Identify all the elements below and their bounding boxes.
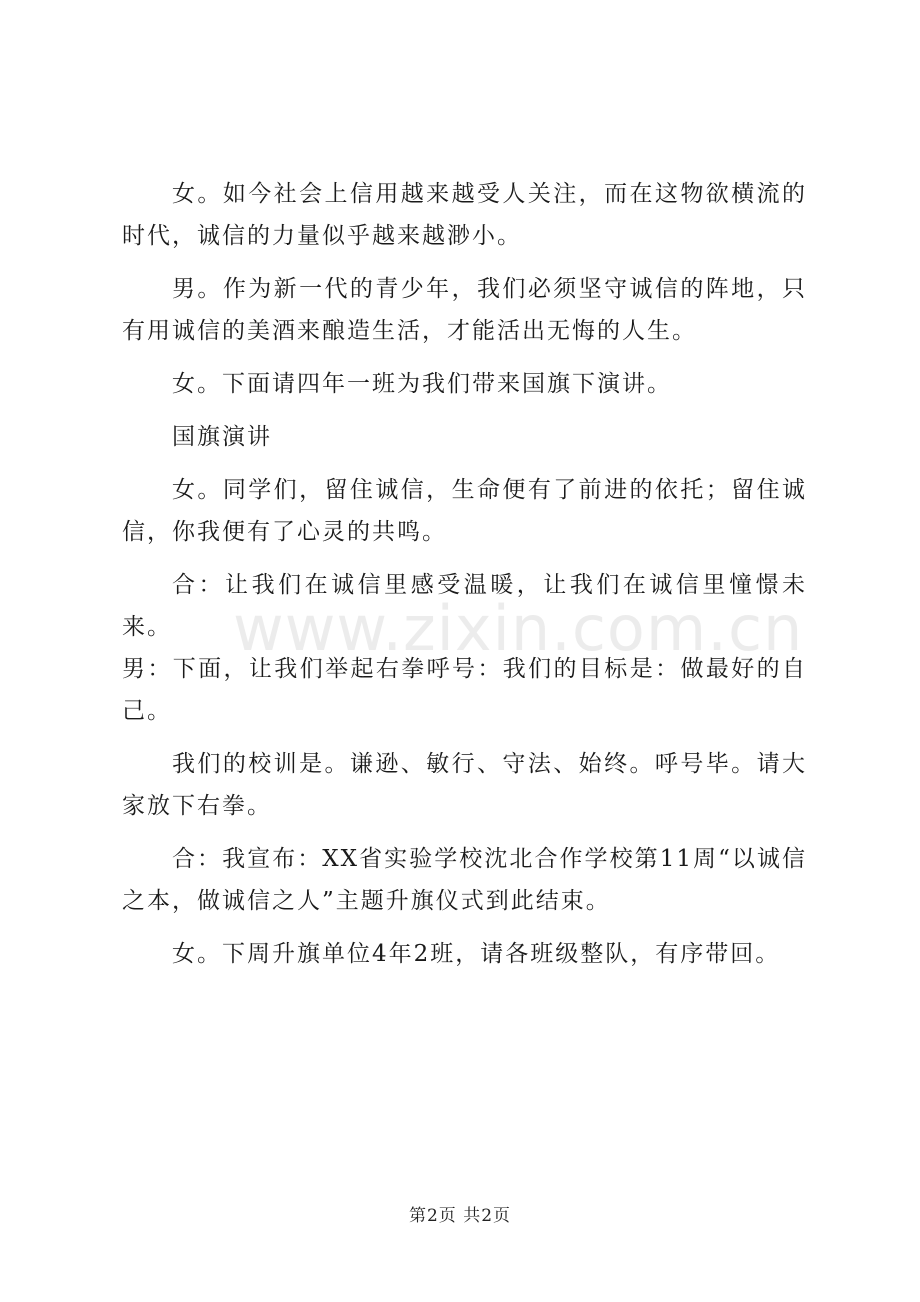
paragraph-together-warmth: 合：让我们在诚信里感受温暖，让我们在诚信里憧憬未来。 — [122, 572, 807, 640]
watermark-text: www.zixin.com.cn — [233, 592, 804, 665]
paragraph-female-closing: 女。下周升旗单位4年2班，请各班级整队，有序带回。 — [172, 941, 781, 967]
paragraph-school-motto: 我们的校训是。谦逊、敏行、守法、始终。呼号毕。请大家放下右拳。 — [122, 751, 807, 819]
paragraph-together-announce: 合：我宣布：XX省实验学校沈北合作学校第11周“以诚信之本，做诚信之人”主题升旗仪式到此结束。 — [122, 846, 807, 914]
paragraph-female-classmates: 女。同学们，留住诚信，生命便有了前进的依托；留住诚信，你我便有了心灵的共鸣。 — [122, 477, 807, 545]
paragraph-female-intro: 女。如今社会上信用越来越受人关注，而在这物欲横流的时代，诚信的力量似乎越来越渺小。 — [122, 181, 807, 249]
paragraph-male-salute: 男：下面，让我们举起右拳呼号：我们的目标是：做最好的自己。 — [122, 656, 807, 724]
paragraph-female-invite: 女。下面请四年一班为我们带来国旗下演讲。 — [172, 371, 672, 397]
page-number-footer: 第2页 共2页 — [408, 1206, 512, 1226]
paragraph-speech-heading: 国旗演讲 — [172, 424, 272, 450]
paragraph-male-youth: 男。作为新一代的青少年，我们必须坚守诚信的阵地，只有用诚信的美酒来酿造生活，才能活出无悔的人生。 — [122, 276, 807, 344]
document-body — [122, 173, 807, 975]
